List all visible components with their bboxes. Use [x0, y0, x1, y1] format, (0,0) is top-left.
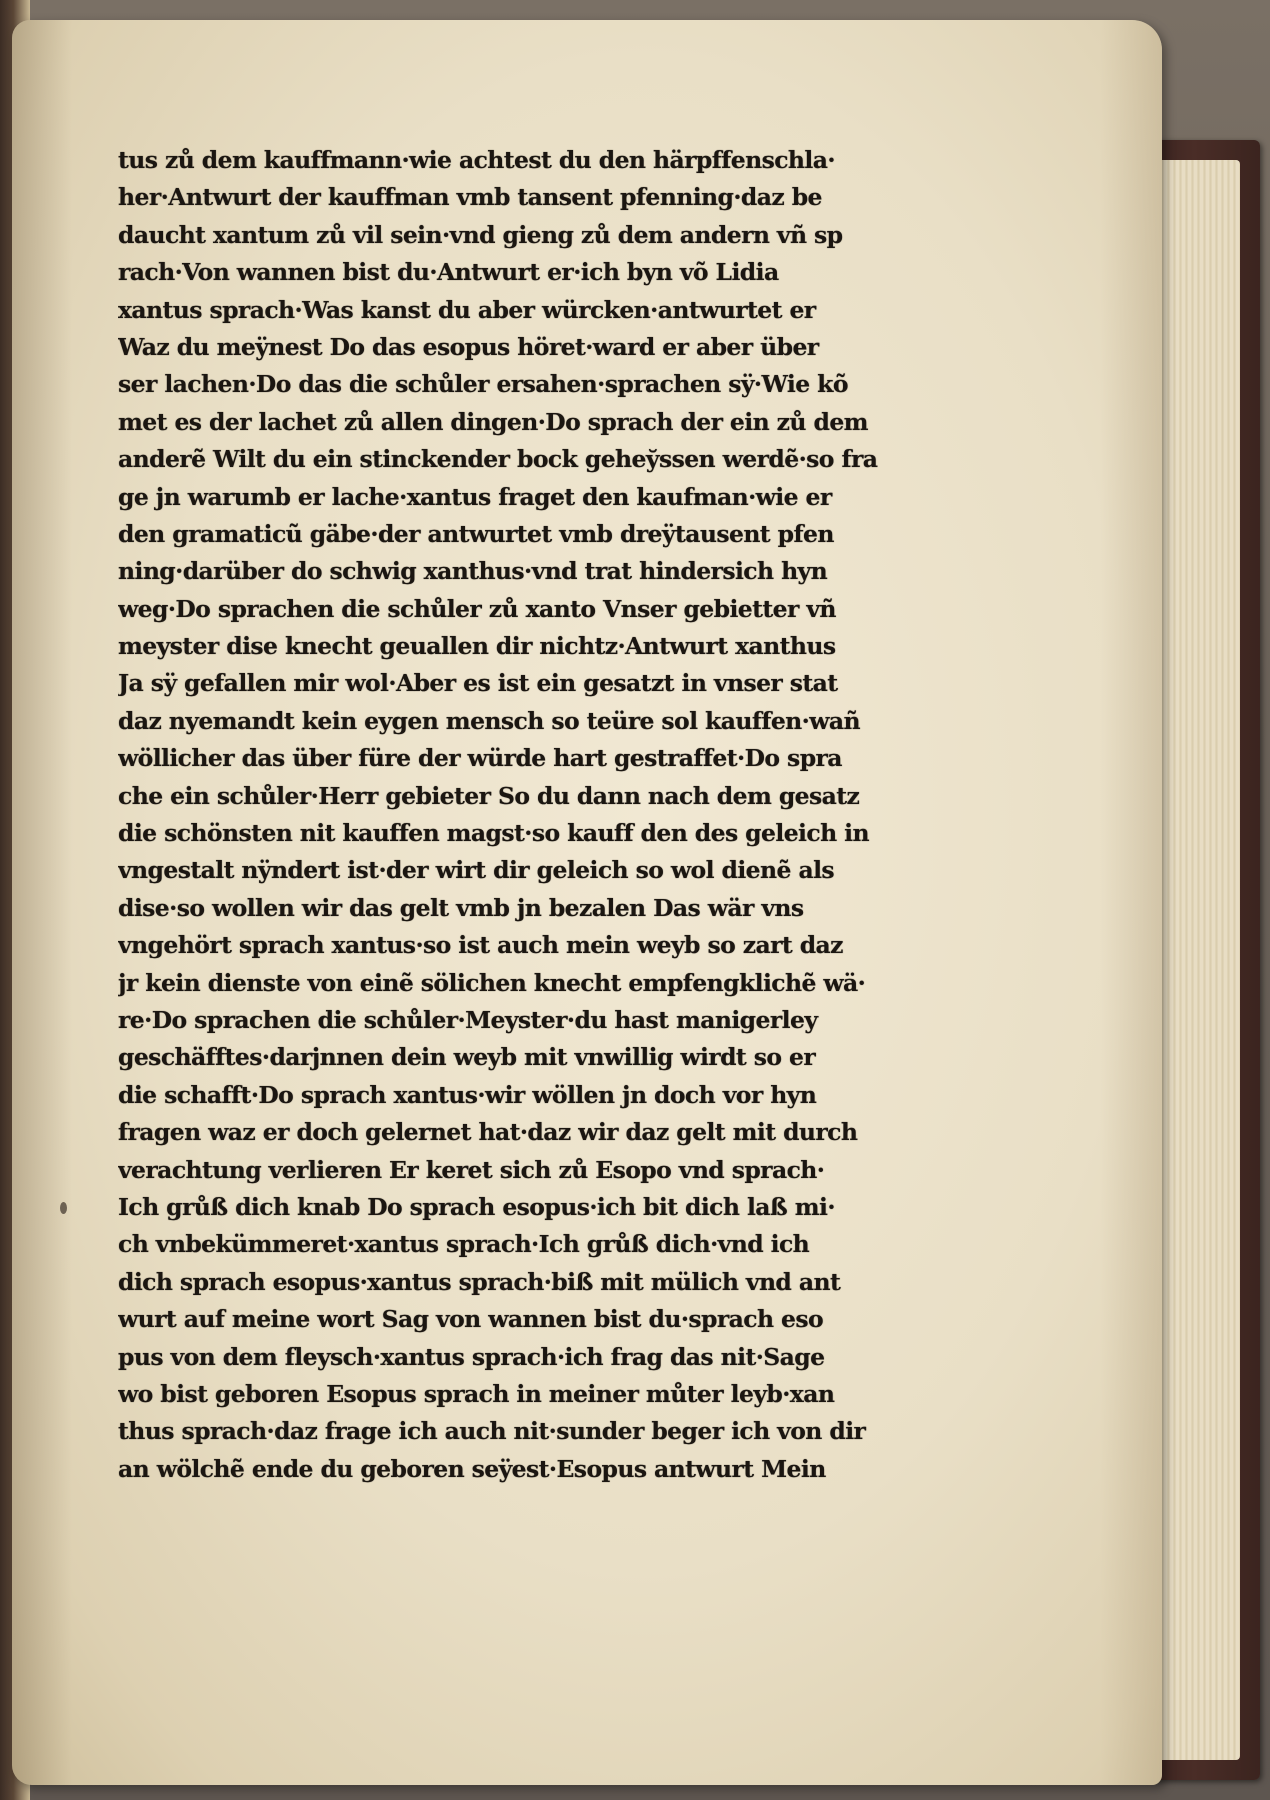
text-line: vngestalt nÿndert ist·der wirt dir geleich so wol dienẽ als [118, 856, 835, 885]
text-line: pus von dem fleysch·xantus sprach·ich frag das nit·Sage [118, 1342, 825, 1371]
text-line: daz nyemandt kein eygen mensch so teüre sol kauffen·wañ [118, 706, 860, 735]
text-line: ning·darüber do schwig xanthus·vnd trat hindersich hyn [118, 557, 828, 586]
gutter-shadow [12, 20, 72, 1785]
paper-speck [60, 1202, 67, 1214]
text-line: verachtung verlieren Er keret sich zů Esopo vnd sprach· [118, 1155, 825, 1184]
text-line: xantus sprach·Was kanst du aber würcken·antwurtet er [118, 295, 816, 324]
text-line: ge jn warumb er lache·xantus fraget den kaufman·wie er [118, 482, 832, 511]
text-line: re·Do sprachen die schůler·Meyster·du hast manigerley [118, 1005, 818, 1034]
text-line: weg·Do sprachen die schůler zů xanto Vnser gebietter vñ [118, 594, 836, 623]
text-line: daucht xantum zů vil sein·vnd gieng zů dem andern vñ sp [118, 220, 843, 249]
text-line: geschäfftes·darjnnen dein weyb mit vnwillig wirdt so er [118, 1043, 816, 1072]
text-line: die schönsten nit kauffen magst·so kauff den des geleich in [118, 819, 869, 848]
text-block [118, 142, 978, 1488]
text-line: che ein schůler·Herr gebieter So du dann nach dem gesatz [118, 781, 860, 810]
text-line: her·Antwurt der kauffman vmb tansent pfenning·daz be [118, 183, 822, 212]
text-line: ch vnbekümmeret·xantus sprach·Ich grůß dich·vnd ich [118, 1230, 810, 1259]
text-line: Waz du meÿnest Do das esopus höret·ward er aber über [118, 332, 819, 361]
page-curl-shadow [1100, 20, 1162, 1785]
text-line: den gramaticũ gäbe·der antwurtet vmb dreÿtausent pfen [118, 519, 834, 548]
text-line: dise·so wollen wir das gelt vmb jn bezalen Das wär vns [118, 893, 804, 922]
text-line: jr kein dienste von einẽ sölichen knecht empfengklichẽ wä· [118, 968, 866, 997]
text-line: Ja sÿ gefallen mir wol·Aber es ist ein gesatzt in vnser stat [118, 669, 838, 698]
text-line: wurt auf meine wort Sag von wannen bist du·sprach eso [118, 1305, 824, 1334]
text-line: thus sprach·daz frage ich auch nit·sunder beger ich von dir [118, 1417, 866, 1446]
text-line: vngehört sprach xantus·so ist auch mein weyb so zart daz [118, 931, 843, 960]
text-line: ser lachen·Do das die schůler ersahen·sprachen sÿ·Wie kõ [118, 370, 848, 399]
text-line: meyster dise knecht geuallen dir nichtz·Antwurt xanthus [118, 632, 836, 661]
text-line: rach·Von wannen bist du·Antwurt er·ich byn võ Lidia [118, 258, 779, 287]
text-line: tus zů dem kauffmann·wie achtest du den härpffenschla· [118, 146, 835, 174]
text-line: dich sprach esopus·xantus sprach·biß mit mülich vnd ant [118, 1267, 841, 1296]
text-line: met es der lachet zů allen dingen·Do sprach der ein zů dem [118, 407, 868, 436]
text-line: Ich grůß dich knab Do sprach esopus·ich bit dich laß mi· [118, 1192, 835, 1221]
text-line: die schafft·Do sprach xantus·wir wöllen jn doch vor hyn [118, 1080, 817, 1109]
text-line: fragen waz er doch gelernet hat·daz wir daz gelt mit durch [118, 1118, 858, 1147]
text-line: anderẽ Wilt du ein stinckender bock gehey̆ssen werdẽ·so fra [118, 445, 878, 474]
text-line: wo bist geboren Esopus sprach in meiner můter leyb·xan [118, 1379, 835, 1408]
text-line: wöllicher das über füre der würde hart gestraffet·Do spra [118, 744, 842, 773]
text-line: an wölchẽ ende du geboren seÿest·Esopus antwurt Mein [118, 1454, 826, 1483]
